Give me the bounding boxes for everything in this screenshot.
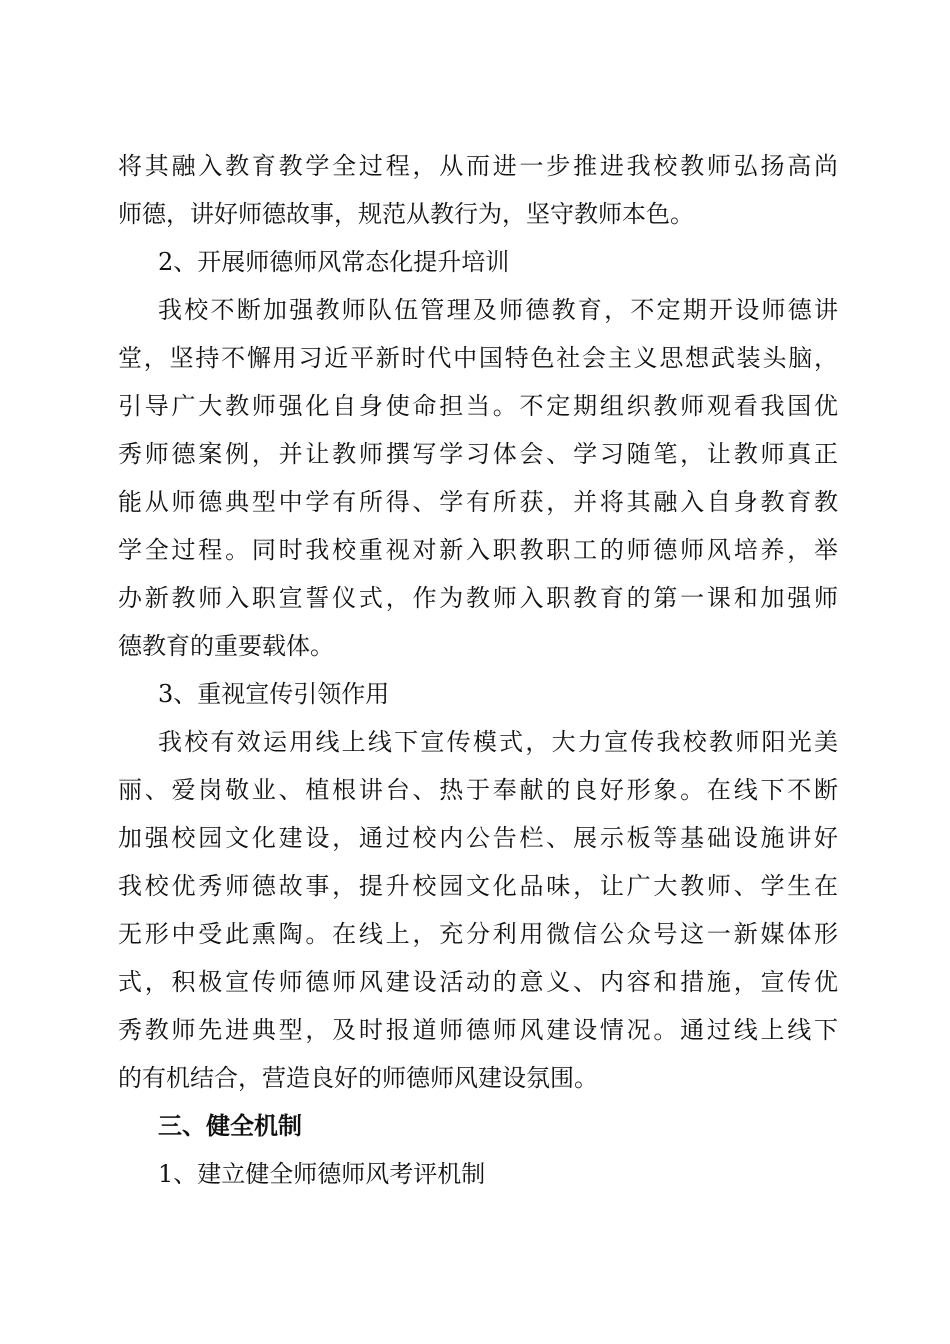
text-line: 德教育的重要载体。	[118, 632, 334, 660]
text-line: 引导广大教师强化自身使命担当。不定期组织教师观看我国优	[118, 392, 838, 420]
text-line: 我校优秀师德故事，提升校园文化品味，让广大教师、学生在	[118, 872, 838, 900]
section-2-paragraph	[118, 286, 838, 670]
sub-heading-1: 1、建立健全师德师风考评机制	[158, 1160, 486, 1188]
text-line: 学全过程。同时我校重视对新入职教职工的师德师风培养，举	[118, 536, 838, 564]
section-heading-3: 3、重视宣传引领作用	[158, 680, 390, 708]
text-line: 将其融入教育教学全过程，从而进一步推进我校教师弘扬高尚	[118, 152, 838, 180]
intro-paragraph	[118, 142, 838, 238]
document-page	[118, 142, 838, 1198]
text-line: 的有机结合，营造良好的师德师风建设氛围。	[118, 1064, 598, 1092]
text-line: 秀教师先进典型，及时报道师德师风建设情况。通过线上线下	[118, 1016, 838, 1044]
text-line: 我校有效运用线上线下宣传模式，大力宣传我校教师阳光美	[158, 728, 838, 756]
section-3-paragraph	[118, 718, 838, 1102]
text-line: 加强校园文化建设，通过校内公告栏、展示板等基础设施讲好	[118, 824, 838, 852]
section-heading-2: 2、开展师德师风常态化提升培训	[158, 248, 510, 276]
text-line: 堂，坚持不懈用习近平新时代中国特色社会主义思想武装头脑，	[118, 344, 838, 372]
text-line: 丽、爱岗敬业、植根讲台、热于奉献的良好形象。在线下不断	[118, 776, 838, 804]
text-line: 秀师德案例，并让教师撰写学习体会、学习随笔，让教师真正	[118, 440, 838, 468]
text-line: 我校不断加强教师队伍管理及师德教育，不定期开设师德讲	[158, 296, 838, 324]
text-line: 师德，讲好师德故事，规范从教行为，坚守教师本色。	[118, 200, 694, 228]
part-heading-3: 三、健全机制	[158, 1112, 302, 1140]
text-line: 办新教师入职宣誓仪式，作为教师入职教育的第一课和加强师	[118, 584, 838, 612]
text-line: 能从师德典型中学有所得、学有所获，并将其融入自身教育教	[118, 488, 838, 516]
text-line: 无形中受此熏陶。在线上，充分利用微信公众号这一新媒体形	[118, 920, 838, 948]
text-line: 式，积极宣传师德师风建设活动的意义、内容和措施，宣传优	[118, 968, 838, 996]
